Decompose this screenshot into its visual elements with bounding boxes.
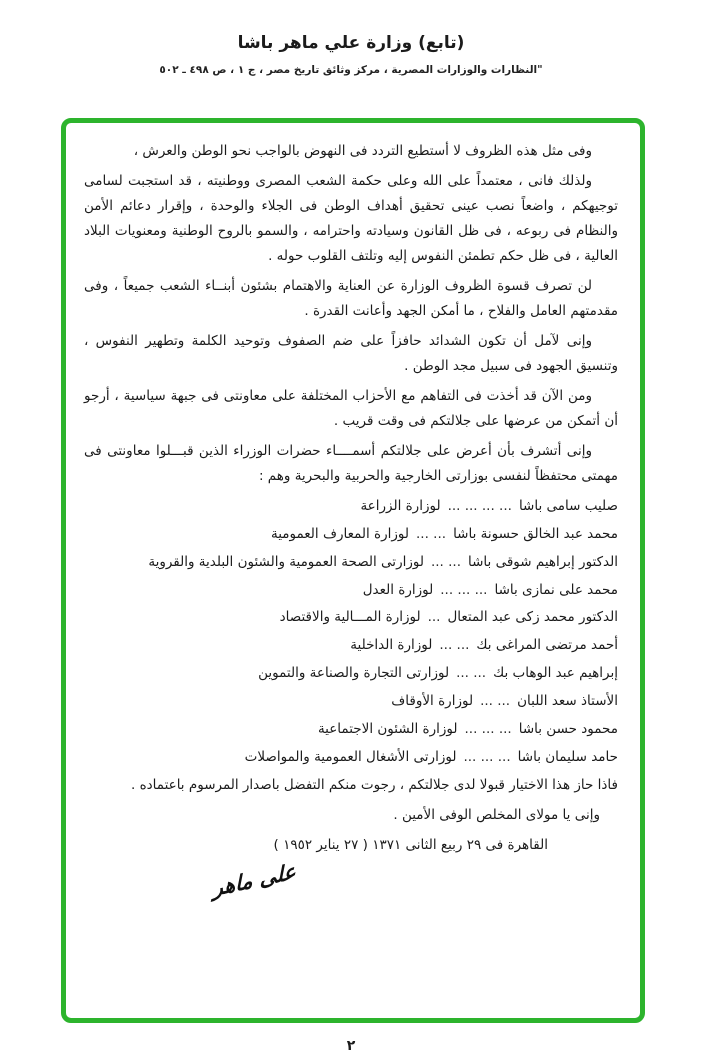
dot-leader: ... ...	[416, 525, 447, 542]
minister-name: محمد على نمازى باشا	[494, 581, 618, 598]
minister-row	[84, 633, 618, 658]
minister-row	[84, 689, 618, 714]
minister-name: الدكتور إبراهيم شوقى باشا	[468, 553, 618, 570]
minister-name: صليب سامى باشا	[518, 497, 618, 514]
ministry-name: لوزارتى الأشغال العمومية والمواصلات	[244, 749, 457, 766]
minister-row	[84, 578, 618, 603]
date-line: القاهرة فى ٢٩ ربيع الثانى ١٣٧١ ( ٢٧ يناير ١٩٥٢ )	[273, 837, 548, 854]
ministry-name: لوزارة الداخلية	[350, 637, 433, 654]
ministry-name: لوزارة الزراعة	[360, 497, 441, 514]
dot-leader: ... ... ...	[464, 721, 512, 738]
minister-row	[84, 661, 618, 686]
minister-name: الدكتور محمد زكى عبد المتعال	[447, 609, 618, 626]
minister-name: إبراهيم عبد الوهاب بك	[493, 665, 618, 682]
document-title: (تابع) وزارة علي ماهر باشا	[237, 33, 465, 53]
closing-line: وإنى يا مولاى المخلص الوفى الأمين .	[393, 807, 600, 824]
dot-leader: ... ... ...	[463, 749, 511, 766]
minister-row	[84, 717, 618, 742]
dot-leader: ... ... ...	[440, 581, 488, 598]
paragraph: وإنى لآمل أن تكون الشدائد حافزاً على ضم الصفوف وتوحيد الكلمة وتطهير النفوس ، وتنسيق الجهود فى سبيل مجد الوطن .	[84, 332, 618, 374]
minister-name: محمد عبد الخالق حسونة باشا	[453, 525, 618, 542]
page-number: ٢	[346, 1038, 356, 1054]
paragraph: وفى مثل هذه الظروف لا أستطيع التردد فى النهوض بالواجب نحو الوطن والعرش ،	[133, 143, 592, 159]
ministry-name: لوزارة المـــالية والاقتصاد	[279, 609, 421, 626]
closing-line: فاذا حاز هذا الاختيار قبولا لدى جلالتكم ، رجوت منكم التفضل باصدار المرسوم باعتماده .	[130, 777, 618, 794]
minister-row	[84, 745, 618, 770]
dot-leader: ... ...	[456, 665, 487, 682]
signature-block	[84, 858, 618, 902]
signature: على ماهر	[212, 859, 297, 902]
minister-name: أحمد مرتضى المراغى بك	[476, 637, 618, 654]
dot-leader: ... ...	[439, 637, 470, 654]
dot-leader: ... ... ... ...	[447, 497, 512, 514]
paragraph: وإنى أتشرف بأن أعرض على جلالتكم أسمــــاء حضرات الوزراء الذين قبـــلوا معاونتى فى مهمتى محتفظاً لنفسى بوزارتى الخارجية والحربية والبحرية وهم :	[84, 442, 618, 484]
ministry-name: لوزارة الأوقاف	[391, 693, 474, 710]
ministry-name: لوزارة الشئون الاجتماعية	[317, 721, 458, 738]
document-frame	[61, 118, 645, 1023]
ministry-name: لوزارة المعارف العمومية	[270, 525, 410, 542]
paragraph: لن تصرف قسوة الظروف الوزارة عن العناية والاهتمام بشئون أبنــاء الشعب جميعاً ، وفى مقدمتهم العامل والفلاح ، ما أمكن الجهد وأعانت القدرة .	[84, 277, 618, 319]
minister-name: حامد سليمان باشا	[517, 749, 618, 766]
paragraph: ومن الآن قد أخذت فى التفاهم مع الأحزاب المختلفة على معاونتى فى جبهة سياسية ، أرجو أن أتمكن من عرضها على جلالتكم فى وقت قريب .	[84, 387, 618, 429]
minister-row	[84, 550, 618, 575]
dot-leader: ... ...	[430, 553, 461, 570]
ministry-name: لوزارتى التجارة والصناعة والتموين	[258, 665, 450, 682]
source-citation: "النظارات والوزارات المصرية ، مركز وثائق تاريخ مصر ، ج ١ ، ص ٤٩٨ ـ ٥٠٢	[159, 64, 543, 76]
minister-name: محمود حسن باشا	[518, 721, 618, 738]
minister-row	[84, 605, 618, 630]
minister-name: الأستاذ سعد اللبان	[517, 693, 618, 710]
ministry-name: لوزارتى الصحة العمومية والشئون البلدية والقروية	[148, 553, 424, 570]
minister-row	[84, 522, 618, 547]
page-header	[0, 0, 702, 76]
minister-row	[84, 494, 618, 519]
paragraph: ولذلك فانى ، معتمداً على الله وعلى حكمة الشعب المصرى ووطنيته ، قد استجبت لسامى توجيهكم ، واضعاً نصب عينى تحقيق أهداف الوطن فى الجلاء والوحدة ، وإقرار دعائم الأمن والنظام فى ربوعه ، فى ظل القانون وسيادته واحترامه ، والسمو بالروح الوطنية ومعنويات البلاد العالية ، فى ظل حكم تطمئن النفوس إليه وتلتف القلوب حوله .	[84, 172, 618, 264]
ministers-list	[84, 494, 618, 771]
dot-leader: ...	[427, 609, 441, 626]
dot-leader: ... ...	[480, 693, 511, 710]
ministry-name: لوزارة العدل	[362, 581, 434, 598]
